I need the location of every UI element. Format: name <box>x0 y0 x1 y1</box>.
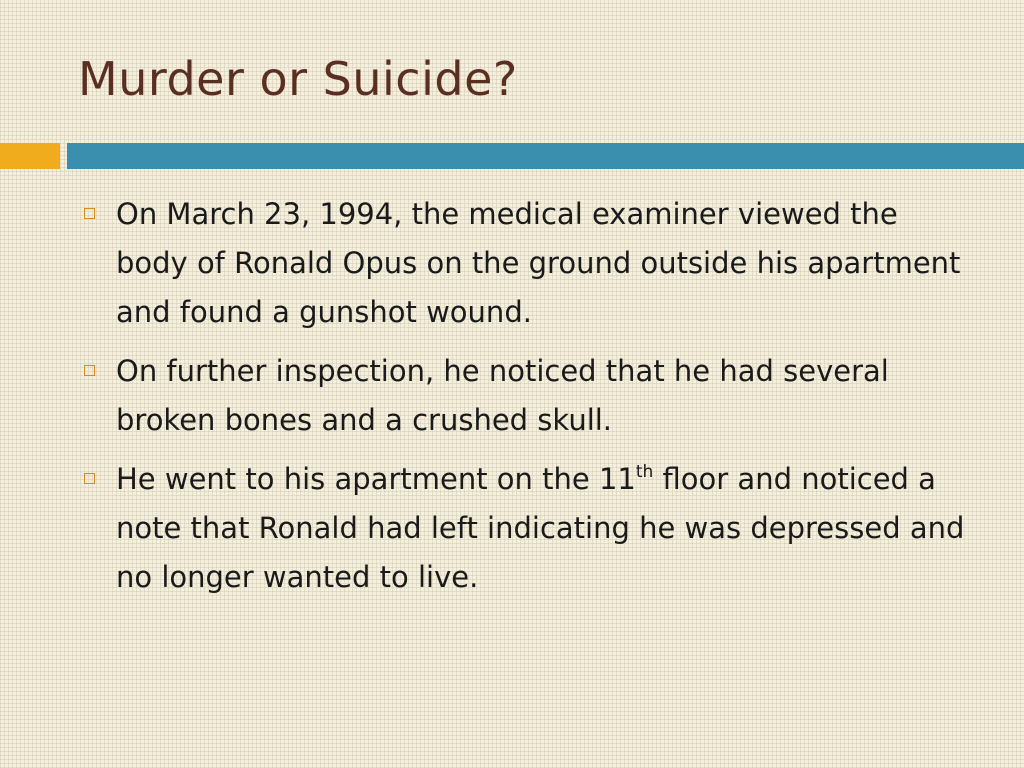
square-bullet-icon <box>84 473 95 484</box>
bullet-text-before: He went to his apartment on the 11 <box>116 462 636 496</box>
divider-bar <box>67 143 1024 169</box>
slide-title: Murder or Suicide? <box>78 52 518 106</box>
square-bullet-icon <box>84 365 95 376</box>
bullet-text: On March 23, 1994, the medical examiner viewed the body of Ronald Opus on the ground outside his apartment and found a gunshot wound. <box>116 197 961 329</box>
square-bullet-icon <box>84 208 95 219</box>
bullet-text: On further inspection, he noticed that he had several broken bones and a crushed skull. <box>116 354 889 437</box>
accent-bar <box>0 143 60 169</box>
bullet-item-2 <box>82 347 972 445</box>
bullet-item-3 <box>82 455 972 602</box>
bullet-item-1 <box>82 190 972 337</box>
bullet-text-after: floor and noticed a note that Ronald had left indicating he was depressed and no longer wanted to live. <box>116 462 965 594</box>
ordinal-superscript: th <box>635 462 654 482</box>
bullet-list <box>82 190 972 612</box>
